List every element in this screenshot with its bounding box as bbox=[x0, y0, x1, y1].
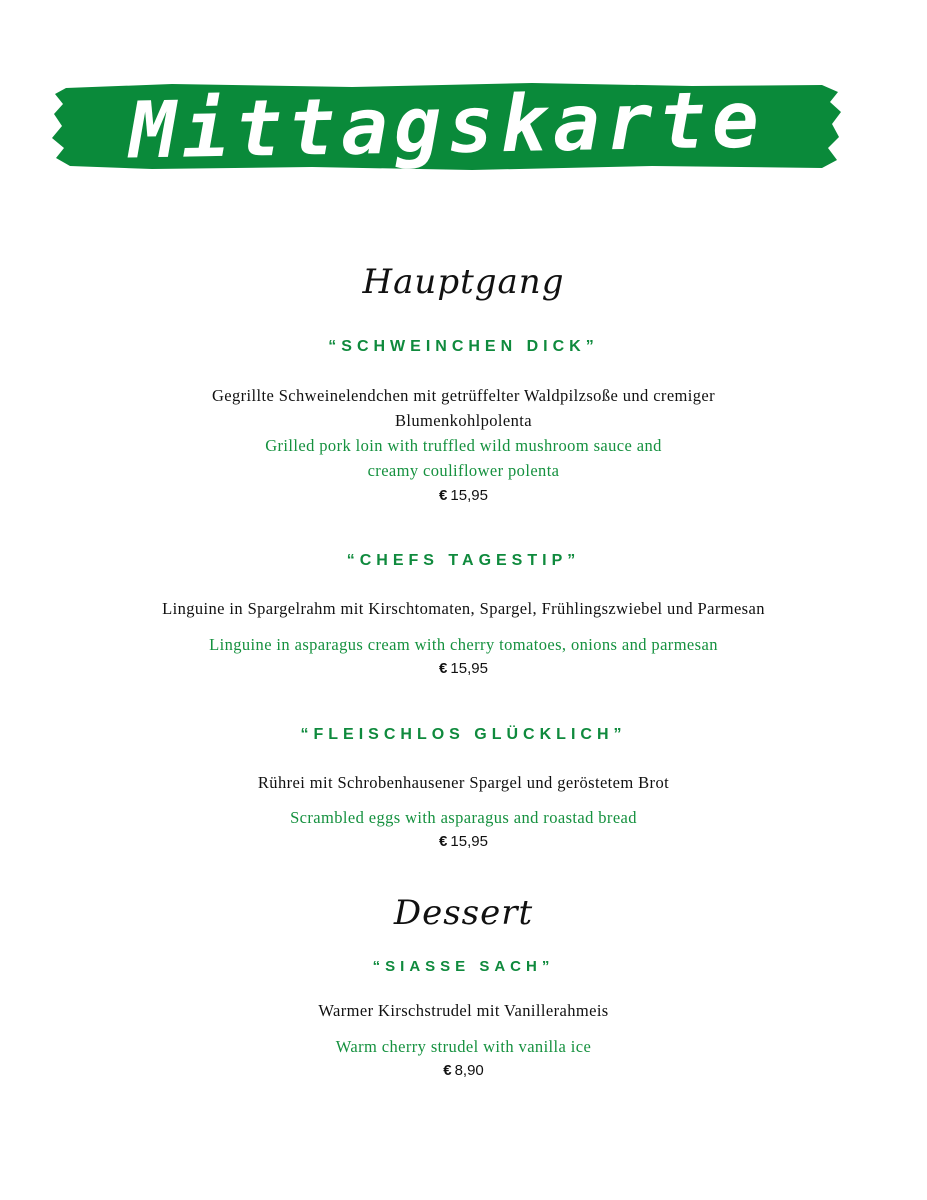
section-title-dessert: Dessert bbox=[393, 893, 534, 933]
currency-symbol: € bbox=[443, 1062, 452, 1079]
dish-2-description-de: Linguine in Spargelrahm mit Kirschtomaten, Spargel, Frühlingszwiebel und Parmesan bbox=[162, 599, 765, 618]
currency-symbol: € bbox=[439, 833, 448, 850]
dish-3-price bbox=[0, 833, 927, 850]
price-value: 15,95 bbox=[450, 833, 488, 850]
price-value: 15,95 bbox=[450, 660, 488, 677]
dish-1-price bbox=[0, 487, 927, 504]
section-title-main: Hauptgang bbox=[362, 262, 565, 302]
dessert-1-description-en: Warm cherry strudel with vanilla ice bbox=[335, 1037, 592, 1056]
currency-symbol: € bbox=[439, 660, 448, 677]
dessert-1-description-de: Warmer Kirschstrudel mit Vanillerahmeis bbox=[318, 1001, 609, 1020]
dish-2-description-en: Linguine in asparagus cream with cherry tomatoes, onions and parmesan bbox=[209, 635, 718, 654]
dish-1-description-de-line-1: Gegrillte Schweinelendchen mit getrüffelter Waldpilzsoße und cremiger bbox=[211, 386, 716, 405]
title-banner bbox=[52, 75, 842, 177]
menu-title: Mittagskarte bbox=[128, 75, 766, 177]
dessert-name-1: “SIASSE SACH” bbox=[372, 958, 555, 975]
dish-name-2: “CHEFS TAGESTIP” bbox=[346, 552, 581, 569]
dish-2-price bbox=[0, 660, 927, 677]
price-value: 15,95 bbox=[450, 487, 488, 504]
dish-1-description-de-line-2: Blumenkohlpolenta bbox=[395, 411, 532, 430]
currency-symbol: € bbox=[439, 487, 448, 504]
dish-1-description-en-line-1: Grilled pork loin with truffled wild mushroom sauce and bbox=[265, 436, 662, 455]
dish-3-description-de: Rührei mit Schrobenhausener Spargel und geröstetem Brot bbox=[257, 773, 670, 792]
dish-1-description-en-line-2: creamy couliflower polenta bbox=[367, 461, 560, 480]
dish-3-description-en: Scrambled eggs with asparagus and roastad bread bbox=[290, 808, 637, 827]
dessert-1-price bbox=[0, 1062, 927, 1079]
dish-name-3: “FLEISCHLOS GLÜCKLICH” bbox=[300, 726, 627, 743]
dish-name-1: “SCHWEINCHEN DICK” bbox=[328, 338, 599, 355]
price-value: 8,90 bbox=[454, 1062, 484, 1079]
